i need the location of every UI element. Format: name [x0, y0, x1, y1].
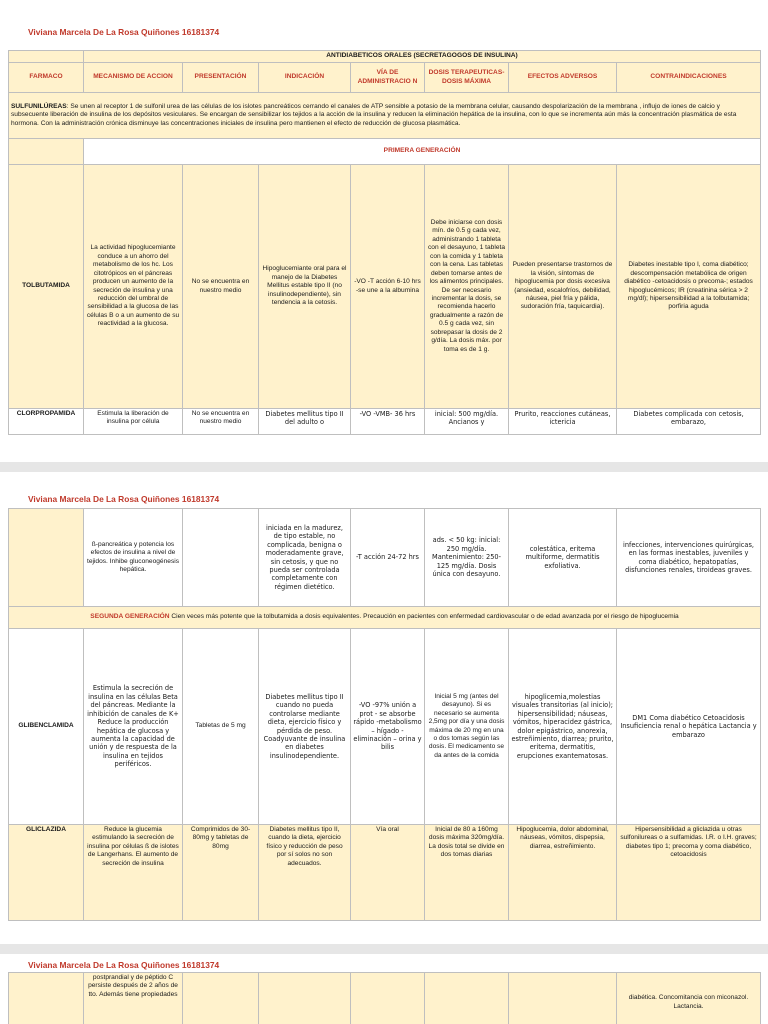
clorpropamida-presentacion: No se encuentra en nuestro medio	[183, 409, 259, 435]
clorpropamida-indicacion-cont: iniciada en la madurez, de tipo estable, no complicada, benigna o moderadamente grave, sin cetosis, y que no pueda ser controlada completamente con régimen dietético.	[259, 509, 351, 607]
page-2	[0, 472, 768, 944]
gliclazida-presentacion: Comprimidos de 30-80mg y tabletas de 80mg	[183, 825, 259, 921]
gliclazida-mecanismo-cont: postprandial y de péptido C persiste después de 2 años de tto. Además tiene propiedades	[84, 973, 183, 1024]
sulfonilureas-description	[9, 93, 761, 139]
header-farmaco: FARMACO	[9, 63, 84, 93]
gliclazida-contraindicaciones: Hipersensibilidad a gliclazida u otras sulfonilureas o a sulfamidas. I.R. o I.H. graves; diabetes tipo 1; precoma y coma diabético, cetoacidosis	[617, 825, 761, 921]
header-mecanismo: MECANISMO DE ACCION	[84, 63, 183, 93]
clorpropamida-dosis-cont: ads. < 50 kg: inicial: 250 mg/día. Mantenimiento: 250-125 mg/día. Dosis única con desayuno.	[425, 509, 509, 607]
tolbutamida-dosis: Debe iniciarse con dosis mín. de 0.5 g cada vez, administrando 1 tableta con el desayuno, 1 tableta con la comida y 1 tableta con la cena. Las tabletas deben tomarse antes de los alimentos principales. De ser necesario incrementar la dosis, se recomienda hacerlo gradualmente a razón de 0.5 g cada vez, sin sobrepasar la dosis de 2 g/día. La dosis máx. por toma es de 1 g.	[425, 165, 509, 409]
glibenclamida-mecanismo: Estimula la secreción de insulina en las células Beta del páncreas. Mediante la inhibición de canales de K+ Reduce la producción hepática de glucosa y aumenta la capacidad de unión y de respuesta de la insulina en tejidos periféricos.	[84, 629, 183, 825]
tolbutamida-mecanismo: La actividad hipoglucemiante conduce a un ahorro del metabolismo de los hc. Los citotrópicos en el páncreas producen un aumento de la secreción de insulina y una reducción del umbral de sensibilidad a la glucosa de las células B o a un aumento de su reactividad a la glucosa.	[84, 165, 183, 409]
clorpropamida-farmaco: CLORPROPAMIDA	[9, 409, 84, 435]
clorpropamida-via-cont: -T acción 24-72 hrs	[351, 509, 425, 607]
header-efectos: EFECTOS ADVERSOS	[509, 63, 617, 93]
glibenclamida-dosis: Inicial 5 mg (antes del desayuno). Si es necesario se aumenta 2,5mg por día y una dosis máxima de 20 mg en una o dos tomas según las dosis. El medicamento se da antes de la comida	[425, 629, 509, 825]
segunda-generacion-text: Cien veces más potente que la tolbutamida a dosis equivalentes. Precaución en pacientes con enfermedad cardiovascular o de edad avanzada por el riesgo de hipoglucemia	[169, 613, 679, 621]
gliclazida-contraindicaciones-cont: diabética. Concomitancia con miconazol. Lactancia.	[617, 973, 761, 1024]
tolbutamida-indicacion: Hipoglucemiante oral para el manejo de la Diabetes Mellitus estable tipo II (no insulinodependiente), sin tendencia a la cetosis.	[259, 165, 351, 409]
tolbutamida-contraindicaciones: Diabetes inestable tipo I, coma diabético; descompensación metabólica de origen diabético -cetoacidosis o precoma-; estados hipoglucémicos; IR (creatinina sérica > 2 mg/dl); hipersensibilidad a la tolbutamida; porfiria aguda	[617, 165, 761, 409]
header-via: VÍA DE ADMINISTRACIO N	[351, 63, 425, 93]
glibenclamida-farmaco: GLIBENCLAMIDA	[9, 629, 84, 825]
header-indicacion: INDICACIÓN	[259, 63, 351, 93]
page-1	[0, 0, 768, 462]
clorpropamida-via: -VO -VMB- 36 hrs	[351, 409, 425, 435]
clorpropamida-efectos-cont: colestática, eritema multiforme, dermatitis exfoliativa.	[509, 509, 617, 607]
table-title: ANTIDIABETICOS ORALES (SECRETAGOGOS DE INSULINA)	[84, 51, 761, 63]
author-name: Viviana Marcela De La Rosa Quiñones 16181374	[28, 27, 220, 37]
segunda-generacion-heading: SEGUNDA GENERACIÓN	[90, 613, 170, 621]
glibenclamida-via: -VO -97% unión a prot - se absorbe rápido -metabolismo – hígado -eliminación – orina y bilis	[351, 629, 425, 825]
gliclazida-via: Vía oral	[351, 825, 425, 921]
author-name: Viviana Marcela De La Rosa Quiñones 16181374	[28, 494, 220, 504]
tolbutamida-farmaco: TOLBUTAMIDA	[9, 165, 84, 409]
header-contraindicaciones: CONTRAINDICACIONES	[617, 63, 761, 93]
tolbutamida-efectos: Pueden presentarse trastornos de la visión, síntomas de hipoglucemia por dosis excesiva (ansiedad, escalofríos, debilidad, náusea, piel fría y pálida, sudoración fría, taquicardia).	[509, 165, 617, 409]
gliclazida-mecanismo: Reduce la glucemia estimulando la secreción de insulina por células ß de islotes de Langerhans. El aumento de secreción de insulina	[84, 825, 183, 921]
glibenclamida-contraindicaciones: DM1 Coma diabético Cetoacidosis Insuficiencia renal o hepática Lactancia y embarazo	[617, 629, 761, 825]
clorpropamida-indicacion: Diabetes mellitus tipo II del adulto o	[259, 409, 351, 435]
header-dosis: DOSIS TERAPEUTICAS- DOSIS MÁXIMA	[425, 63, 509, 93]
drug-table-page-1	[8, 50, 761, 435]
header-presentacion: PRESENTACIÓN	[183, 63, 259, 93]
sulfonilureas-title: SULFUNILÚREAS	[11, 102, 67, 110]
primera-generacion-heading: PRIMERA GENERACIÓN	[84, 139, 761, 165]
clorpropamida-efectos: Prurito, reacciones cutáneas, ictericia	[509, 409, 617, 435]
author-name: Viviana Marcela De La Rosa Quiñones 16181374	[28, 960, 220, 970]
glibenclamida-indicacion: Diabetes mellitus tipo II cuando no pueda controlarse mediante dieta, ejercicio físico y pérdida de peso. Coadyuvante de insulina en diabetes insulinodependiente.	[259, 629, 351, 825]
drug-table-page-3	[8, 972, 761, 1024]
clorpropamida-contraindicaciones-cont: infecciones, intervenciones quirúrgicas, en las formas inestables, juveniles y coma diabético, hepatopatías, disfunciones renales, tiroideas graves.	[617, 509, 761, 607]
clorpropamida-mecanismo: Estimula la liberación de insulina por célula	[84, 409, 183, 435]
tolbutamida-presentacion: No se encuentra en nuestro medio	[183, 165, 259, 409]
gliclazida-farmaco: GLICLAZIDA	[9, 825, 84, 921]
drug-table-page-2	[8, 508, 761, 921]
segunda-generacion-description	[9, 607, 761, 629]
tolbutamida-via: -VO -T acción 6-10 hrs -se une a la albumina	[351, 165, 425, 409]
glibenclamida-efectos: hipoglicemia,molestias visuales transitorias (al inicio); hipersensibilidad; náuseas, vómitos, hiperacidez gástrica, dolor epigástrico, anorexia, estreñimiento, diarrea; prurito, eritema, dermatitis, erupciones exantematosas.	[509, 629, 617, 825]
clorpropamida-dosis: inicial: 500 mg/día. Ancianos y	[425, 409, 509, 435]
gliclazida-dosis: Inicial de 80 a 160mg dosis máxima 320mg/día. La dosis total se divide en dos tomas diarias	[425, 825, 509, 921]
page-3	[0, 954, 768, 1024]
clorpropamida-contraindicaciones: Diabetes complicada con cetosis, embarazo,	[617, 409, 761, 435]
glibenclamida-presentacion: Tabletas de 5 mg	[183, 629, 259, 825]
sulfonilureas-text: : Se unen al receptor 1 de sulfonil urea de las células de los islotes pancreáticos cerrando el canales de ATP sensible a potasio de la membrana celular, causando despolarización de la membrana , influjo de iones de calcio y subsecuente liberación de insulina de los depósitos vesiculares. Se encargan de sensibilizar los tejidos a la acción de la insulina y reducen la eliminación hepática de la insulina, con lo que se incrementa aún más la concentración plasmática de esta hormona. Con la administración crónica disminuye las concentraciones iniciales de insulina pero mantienen el efecto de reducción de glucosa plasmática.	[11, 102, 737, 127]
clorpropamida-mecanismo-cont: ß-pancreática y potencia los efectos de insulina a nivel de tejidos. Inhibe gluconeogénesis hepática.	[84, 509, 183, 607]
gliclazida-indicacion: Diabetes mellitus tipo II, cuando la dieta, ejercicio físico y reducción de peso por sí solos no son adecuados.	[259, 825, 351, 921]
gliclazida-efectos: Hipoglucemia, dolor abdominal, náuseas, vómitos, dispepsia, diarrea, estreñimiento.	[509, 825, 617, 921]
